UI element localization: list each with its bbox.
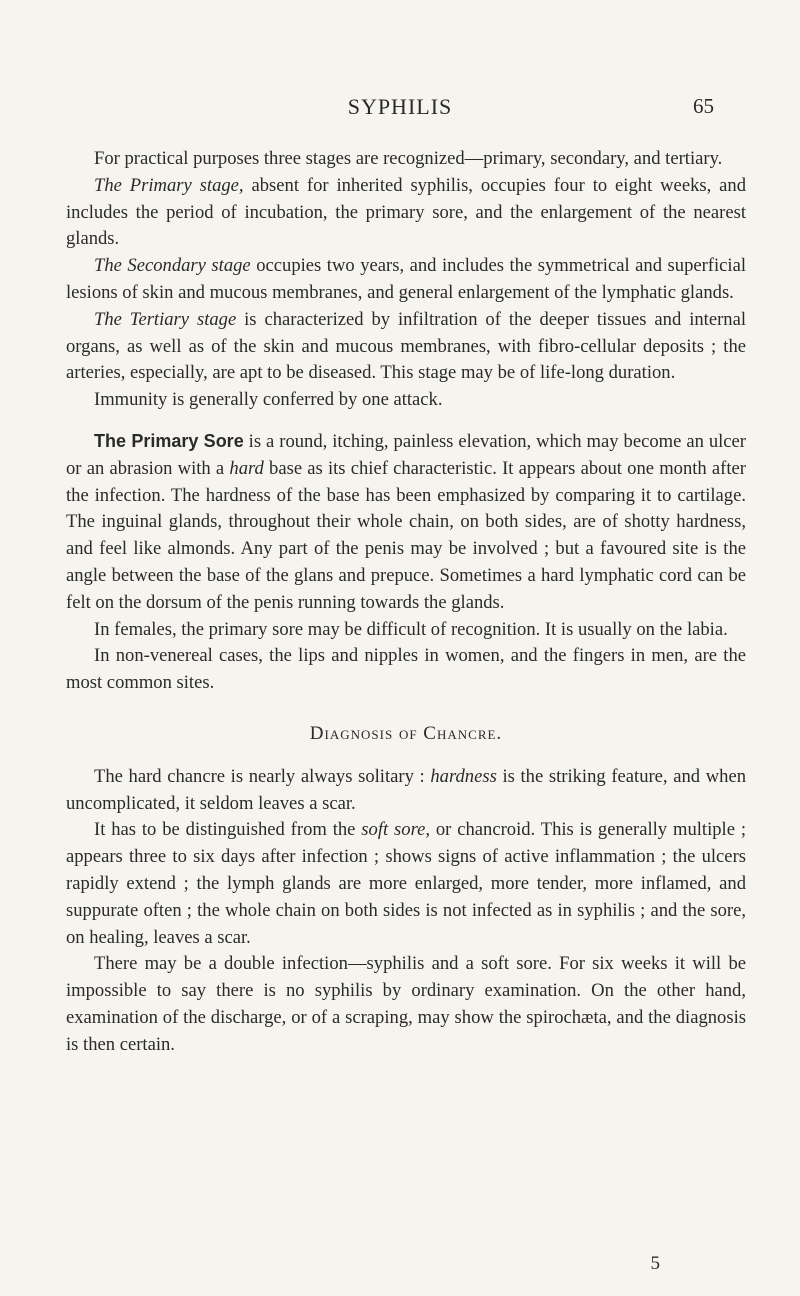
paragraph-hard-chancre — [66, 764, 746, 818]
paragraph-soft-sore — [66, 817, 746, 951]
page-header — [0, 94, 800, 124]
italic-term: hardness — [430, 765, 497, 787]
paragraph-text: In females, the primary sore may be difficult of recognition. It is usually on the labia. — [94, 618, 728, 640]
italic-term: The Secondary stage — [94, 255, 251, 277]
paragraph-text: or chancroid. This is generally multiple ; appears three to six days after infection ; shows signs of active inflammation ; the ulcers rapidly extend ; the lymph glands are more enlarged, more tender, more inflamed, and suppurate often ; the whole chain on both sides is not infected as in syphilis ; and the sore, on healing, leaves a scar. — [66, 819, 746, 948]
paragraph-non-venereal — [66, 643, 746, 697]
paragraph-stages-intro — [66, 146, 746, 173]
paragraph-text: base as its chief characteristic. It appears about one month after the infection. The hardness of the base has been emphasized by comparing it to cartilage. The inguinal glands, throughout their whole chain, on both sides, are of shotty hardness, and feel like almonds. Any part of the penis may be involved ; but a favoured site is the angle between the base of the glans and prepuce. Sometimes a hard lymphatic cord can be felt on the dorsum of the penis running towards the glands. — [66, 457, 746, 613]
paragraph-text: In non-venereal cases, the lips and nipples in women, and the fingers in men, are the most common sites. — [66, 645, 746, 694]
italic-term: The Primary stage, — [94, 174, 244, 196]
italic-term: hard — [229, 457, 264, 479]
paragraph-text: The hard chancre is nearly always solitary : — [94, 765, 431, 787]
italic-term: soft sore, — [361, 819, 431, 841]
paragraph-text: Immunity is generally conferred by one attack. — [94, 389, 443, 411]
paragraph-primary-stage — [66, 173, 746, 253]
italic-term: The Tertiary stage — [94, 308, 237, 330]
paragraph-females — [66, 617, 746, 644]
page-number: 65 — [693, 94, 714, 118]
paragraph-tertiary-stage — [66, 307, 746, 387]
paragraph-text: For practical purposes three stages are recognized—primary, secondary, and tertiary. — [94, 148, 723, 169]
paragraph-text: absent for inherited syphilis, occupies four to eight weeks, and includes the period of incubation, the primary sore, and the enlargement of the nearest glands. — [66, 174, 746, 250]
paragraph-text: occupies two years, and includes the symmetrical and superficial lesions of skin and mucous membranes, and general enlargement of the lymphatic glands. — [66, 255, 747, 303]
paragraph-double-infection — [66, 951, 746, 1058]
signature-mark: 5 — [650, 1253, 660, 1274]
running-title: SYPHILIS — [347, 94, 453, 119]
page-body — [66, 146, 746, 1059]
paragraph-primary-sore — [66, 428, 746, 617]
section-heading: Diagnosis of Chancre. — [309, 722, 503, 744]
paragraph-text: is the striking feature, and when uncomplicated, it seldom leaves a scar. — [66, 765, 746, 814]
lead-term: The Primary Sore — [94, 430, 244, 451]
paragraph-text: is characterized by infiltration of the deeper tissues and internal organs, as well as of the skin and mucous membranes, with fibro-cellular deposits ; the arteries, especially, are apt to be diseased. This stage may be of life-long duration. — [66, 308, 746, 384]
paragraph-secondary-stage — [66, 253, 746, 307]
paragraph-immunity — [66, 387, 746, 414]
paragraph-text: It has to be distinguished from the — [94, 819, 362, 841]
paragraph-text: There may be a double infection—syphilis and a soft sore. For six weeks it will be impossible to say there is no syphilis by ordinary examination. On the other hand, examination of the discharge, or of a scraping, may show the spirochæta, and the diagnosis is then certain. — [66, 953, 746, 1055]
paragraph-text: is a round, itching, painless elevation, which may become an ulcer or an abrasion with a — [66, 430, 747, 479]
